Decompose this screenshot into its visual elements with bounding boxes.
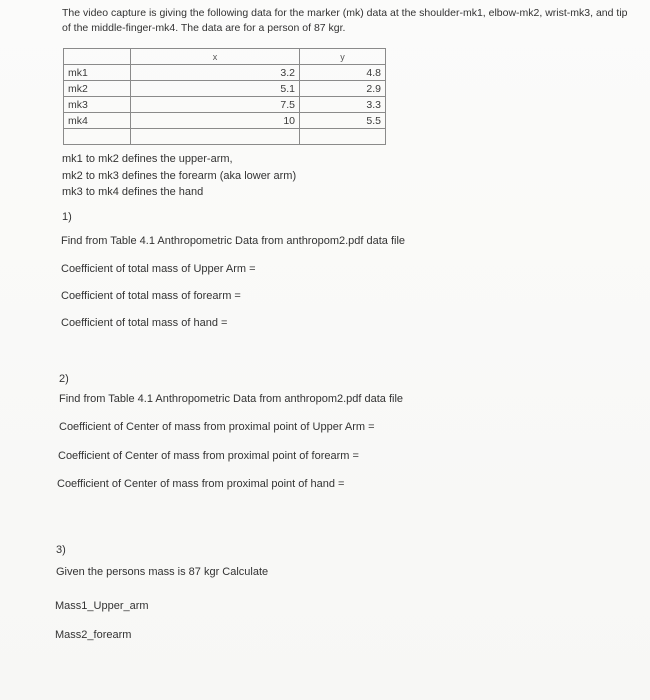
marker-label-cell: mk1: [64, 65, 131, 81]
y-value-cell: 3.3: [300, 97, 386, 113]
question-item: Coefficient of total mass of hand =: [61, 317, 228, 329]
section-3-number: 3): [56, 544, 66, 556]
y-value-cell: 4.8: [300, 65, 386, 81]
empty-cell: [64, 129, 131, 145]
x-value-cell: 10: [131, 113, 300, 129]
definition-line: mk3 to mk4 defines the hand: [62, 186, 204, 198]
marker-label-cell: mk4: [64, 113, 131, 129]
table-header-cell: [64, 49, 131, 65]
y-value-cell: 2.9: [300, 81, 386, 97]
x-value-cell: 5.1: [131, 81, 300, 97]
intro-paragraph: The video capture is giving the following data for the marker (mk) data at the shoulder-mk1, elbow-mk2, wrist-mk3, and tip of the middle-finger-mk4. The data are for a person of 87 kgr.: [62, 7, 628, 34]
definition-line: mk2 to mk3 defines the forearm (aka lower arm): [62, 169, 297, 182]
table-header-cell: y: [300, 49, 386, 65]
table-row: [64, 81, 386, 97]
marker-data-table: [63, 48, 386, 145]
question-item: Coefficient of Center of mass from proximal point of hand =: [57, 478, 345, 490]
question-item: Coefficient of total mass of Upper Arm =: [61, 263, 256, 275]
definition-line: mk1 to mk2 defines the upper-arm,: [62, 153, 233, 165]
section-3-instruction: Given the persons mass is 87 kgr Calculate: [56, 566, 269, 578]
table-row-empty: [64, 129, 386, 145]
question-item: Coefficient of total mass of forearm =: [61, 290, 241, 302]
table-header-row: [64, 49, 386, 65]
question-item: Mass2_forearm: [55, 629, 132, 641]
section-2-instruction: Find from Table 4.1 Anthropometric Data from anthropom2.pdf data file: [59, 393, 404, 405]
section-1-instruction: Find from Table 4.1 Anthropometric Data from anthropom2.pdf data file: [61, 235, 406, 247]
x-value-cell: 7.5: [131, 97, 300, 113]
segment-definitions: [62, 151, 296, 201]
empty-cell: [131, 129, 300, 145]
question-item: Mass1_Upper_arm: [55, 600, 149, 612]
table-row: [64, 97, 386, 113]
y-value-cell: 5.5: [300, 113, 386, 129]
empty-cell: [300, 129, 386, 145]
x-value-cell: 3.2: [131, 65, 300, 81]
section-1-number: 1): [62, 211, 72, 223]
marker-label-cell: mk3: [64, 97, 131, 113]
marker-label-cell: mk2: [64, 81, 131, 97]
question-item: Coefficient of Center of mass from proximal point of Upper Arm =: [59, 421, 375, 433]
table-row: [64, 113, 386, 129]
question-item: Coefficient of Center of mass from proximal point of forearm =: [58, 450, 359, 462]
section-2-number: 2): [59, 373, 69, 385]
table-row: [64, 65, 386, 81]
table-header-cell: x: [131, 49, 300, 65]
